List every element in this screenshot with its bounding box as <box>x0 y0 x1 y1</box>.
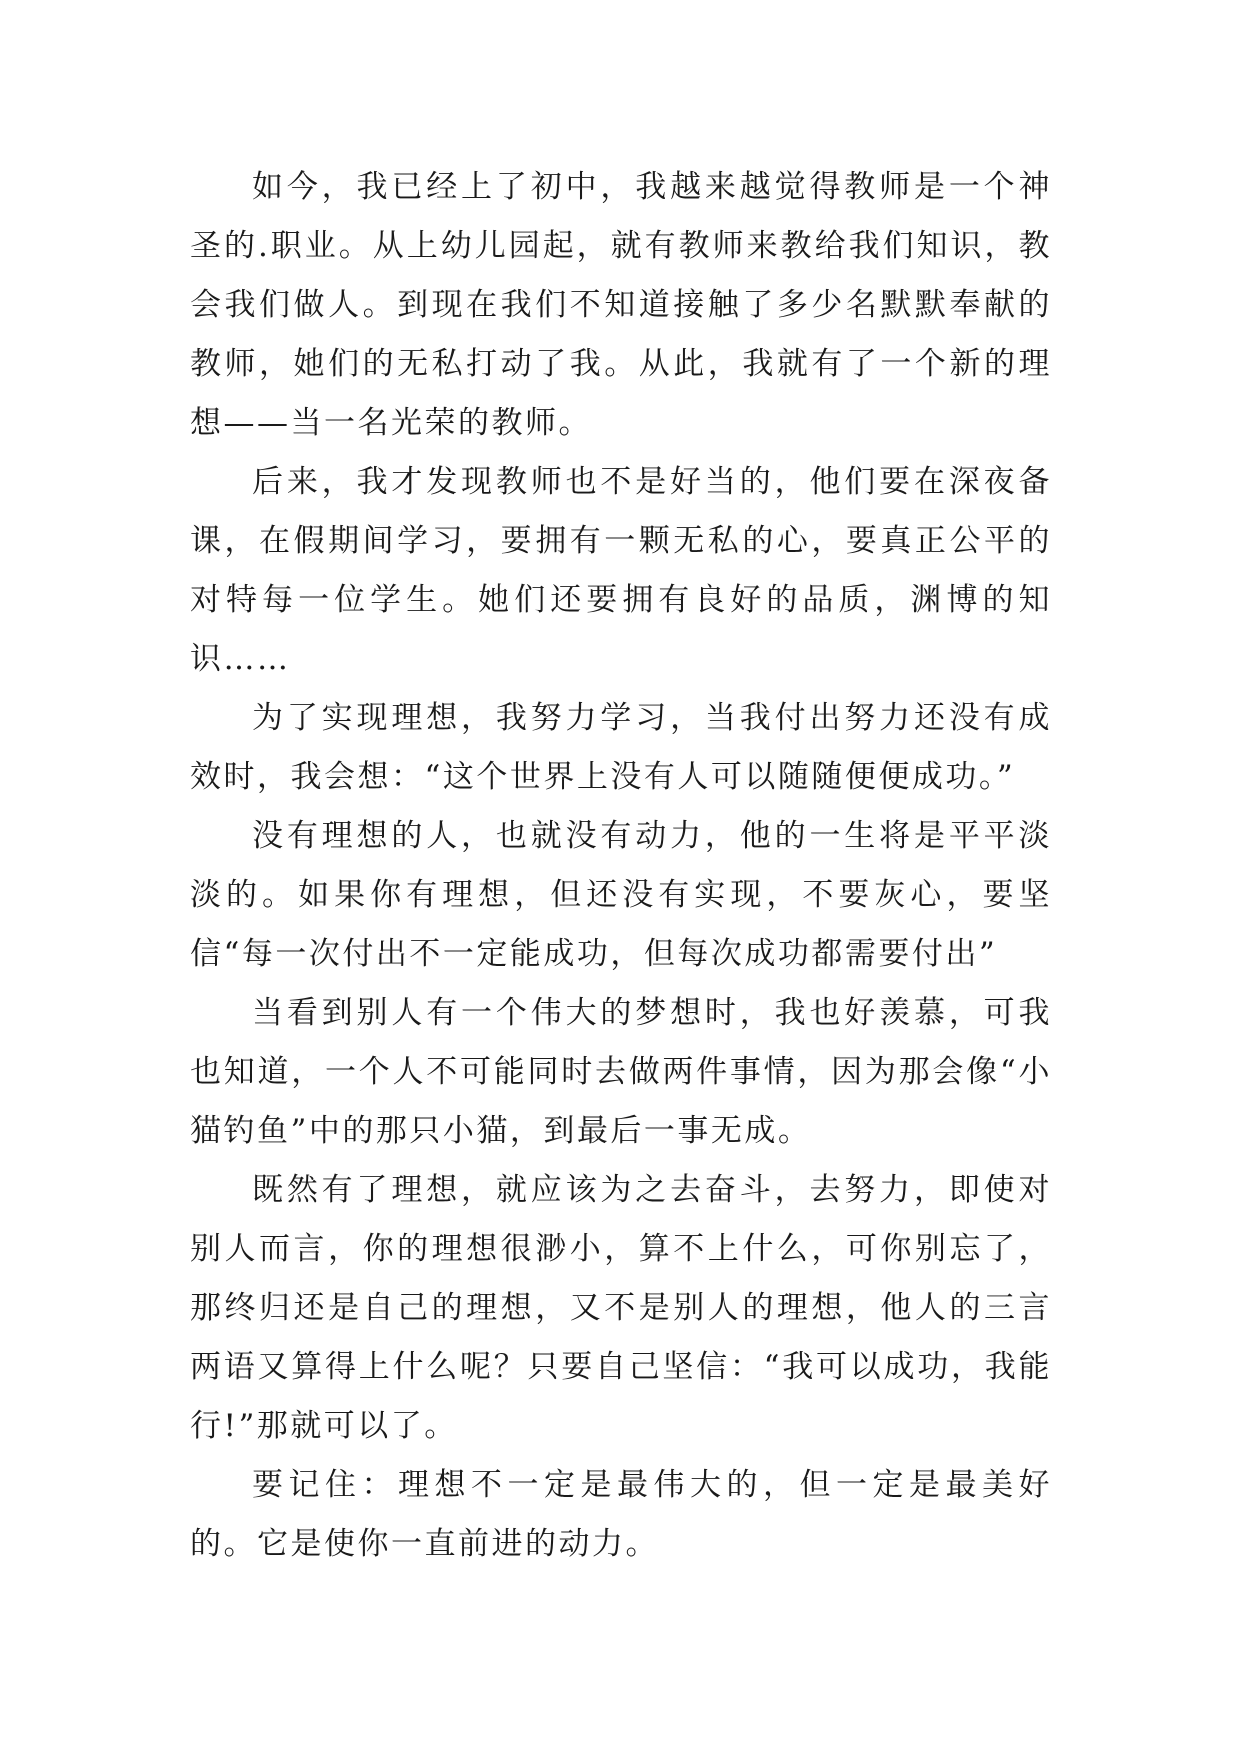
paragraph-5: 当看到别人有一个伟大的梦想时，我也好羡慕，可我也知道，一个人不可能同时去做两件事情，因为那会像“小猫钓鱼”中的那只小猫，到最后一事无成。 <box>190 995 1052 1149</box>
paragraph-1: 如今，我已经上了初中，我越来越觉得教师是一个神圣的.职业。从上幼儿园起，就有教师来教给我们知识，教会我们做人。到现在我们不知道接触了多少名默默奉献的教师，她们的无私打动了我。从此，我就有了一个新的理想——当一名光荣的教师。 <box>190 169 1052 441</box>
essay-body <box>190 158 1052 1574</box>
paragraph-3: 为了实现理想，我努力学习，当我付出努力还没有成效时，我会想：“这个世界上没有人可以随随便便成功。” <box>190 700 1052 795</box>
paragraph-6: 既然有了理想，就应该为之去奋斗，去努力，即使对别人而言，你的理想很渺小，算不上什么，可你别忘了，那终归还是自己的理想，又不是别人的理想，他人的三言两语又算得上什么呢？只要自己坚信：“我可以成功，我能行!”那就可以了。 <box>190 1172 1052 1444</box>
paragraph-4: 没有理想的人，也就没有动力，他的一生将是平平淡淡的。如果你有理想，但还没有实现，不要灰心，要坚信“每一次付出不一定能成功，但每次成功都需要付出” <box>190 818 1052 972</box>
paragraph-7: 要记住：理想不一定是最伟大的，但一定是最美好的。它是使你一直前进的动力。 <box>190 1467 1052 1562</box>
paragraph-2: 后来，我才发现教师也不是好当的，他们要在深夜备课，在假期间学习，要拥有一颗无私的心，要真正公平的对特每一位学生。她们还要拥有良好的品质，渊博的知识…… <box>190 464 1052 677</box>
